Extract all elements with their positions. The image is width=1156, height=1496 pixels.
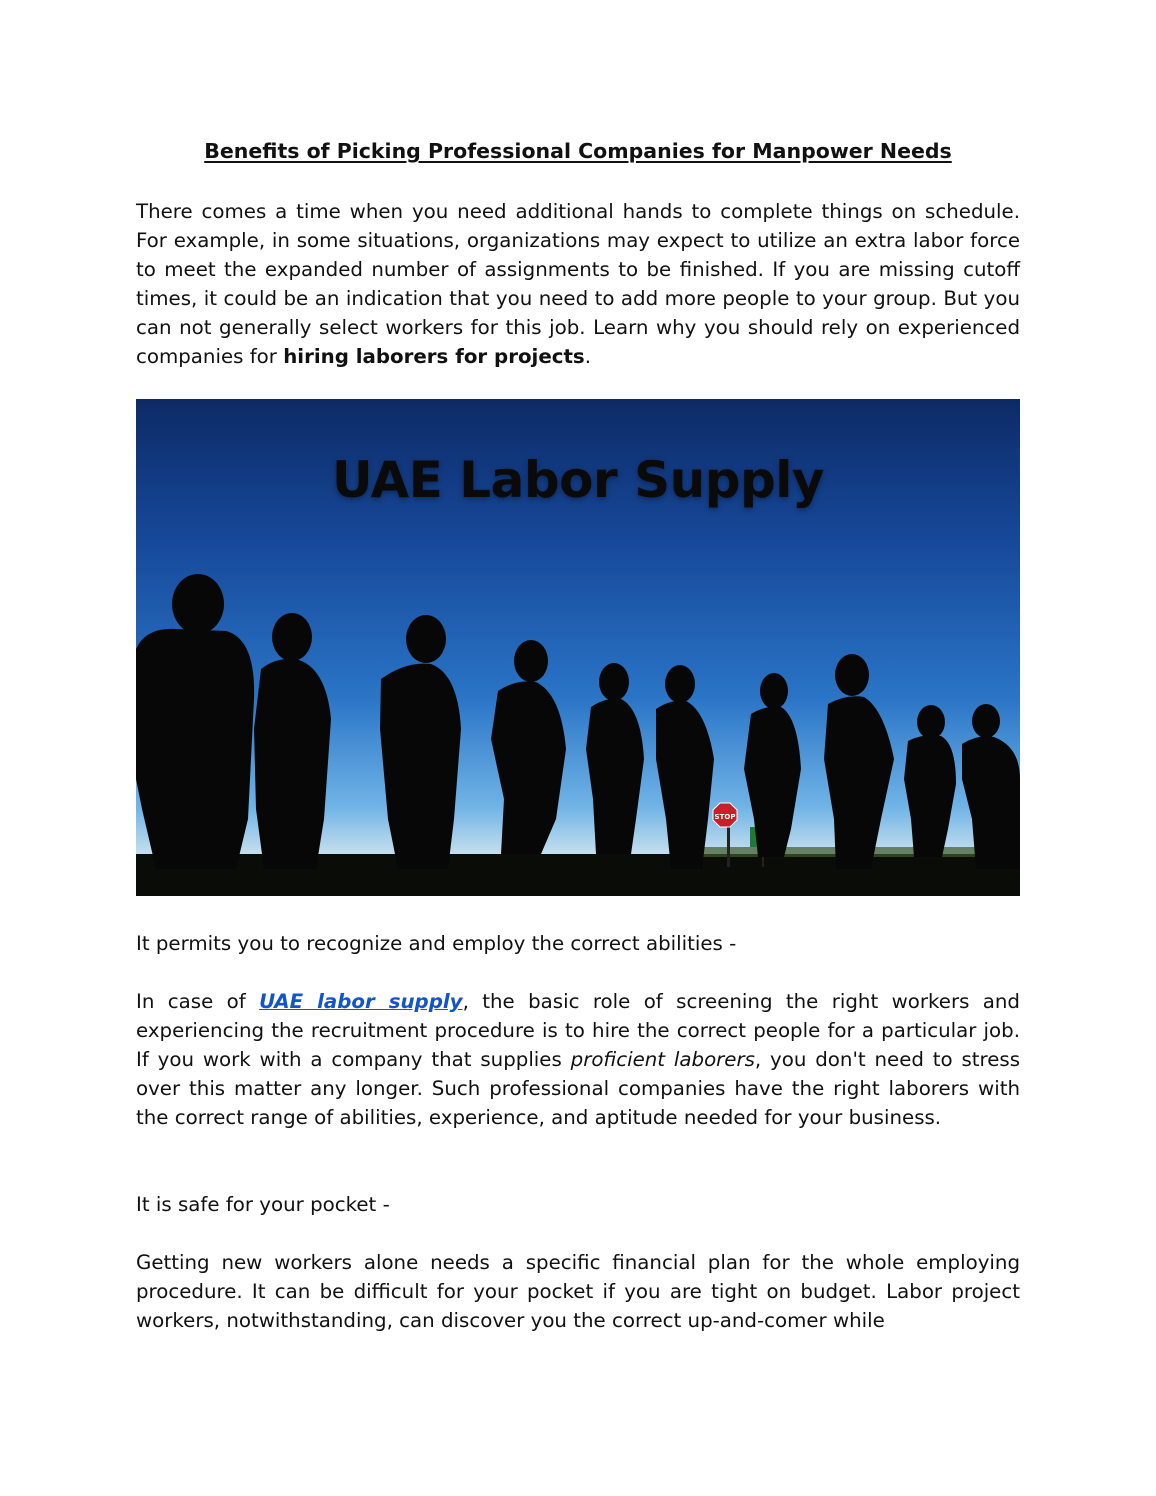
intro-end: . (584, 345, 592, 368)
workers-silhouettes (136, 574, 1020, 869)
intro-paragraph (136, 197, 1020, 371)
intro-text: There comes a time when you need additional hands to complete things on schedule. For example, in some situations, organizations may expect to utilize an extra labor force to meet the expanded number of assignments to be finished. If you are missing cutoff times, it could be an indication that you need to add more people to your group. But you can not generally select workers for this job. Learn why you should rely on experienced companies for (136, 200, 1020, 368)
document-title: Benefits of Picking Professional Companies for Manpower Needs (204, 139, 952, 163)
section1-pre: In case of (136, 990, 260, 1013)
intro-bold-phrase: hiring laborers for projects (283, 345, 585, 368)
section1-heading: It permits you to recognize and employ the correct abilities - (136, 932, 737, 955)
section1-mid: , the basic role of screening the right workers and experiencing the recruitment procedure is to hire the correct people for a particular job. If you work with a company that supplies (136, 990, 1020, 1071)
section1-paragraph (136, 987, 1020, 1132)
section1-post: , you don't need to stress over this matter any longer. Such professional companies have the right laborers with the correct range of abilities, experience, and aptitude needed for your business. (136, 1048, 1021, 1129)
section1-italic: proficient laborers (570, 1048, 755, 1071)
section2-paragraph: Getting new workers alone needs a specific financial plan for the whole employing procedure. It can be difficult for your pocket if you are tight on budget. Labor project workers, notwithstanding, can discover you the correct up-and-comer while (136, 1251, 1020, 1332)
hero-caption: UAE Labor Supply (331, 451, 825, 509)
stop-sign-text: STOP (714, 813, 736, 821)
section2-heading: It is safe for your pocket - (136, 1193, 390, 1216)
uae-labor-supply-link[interactable]: UAE labor supply (259, 990, 463, 1013)
hero-image (136, 399, 1020, 896)
